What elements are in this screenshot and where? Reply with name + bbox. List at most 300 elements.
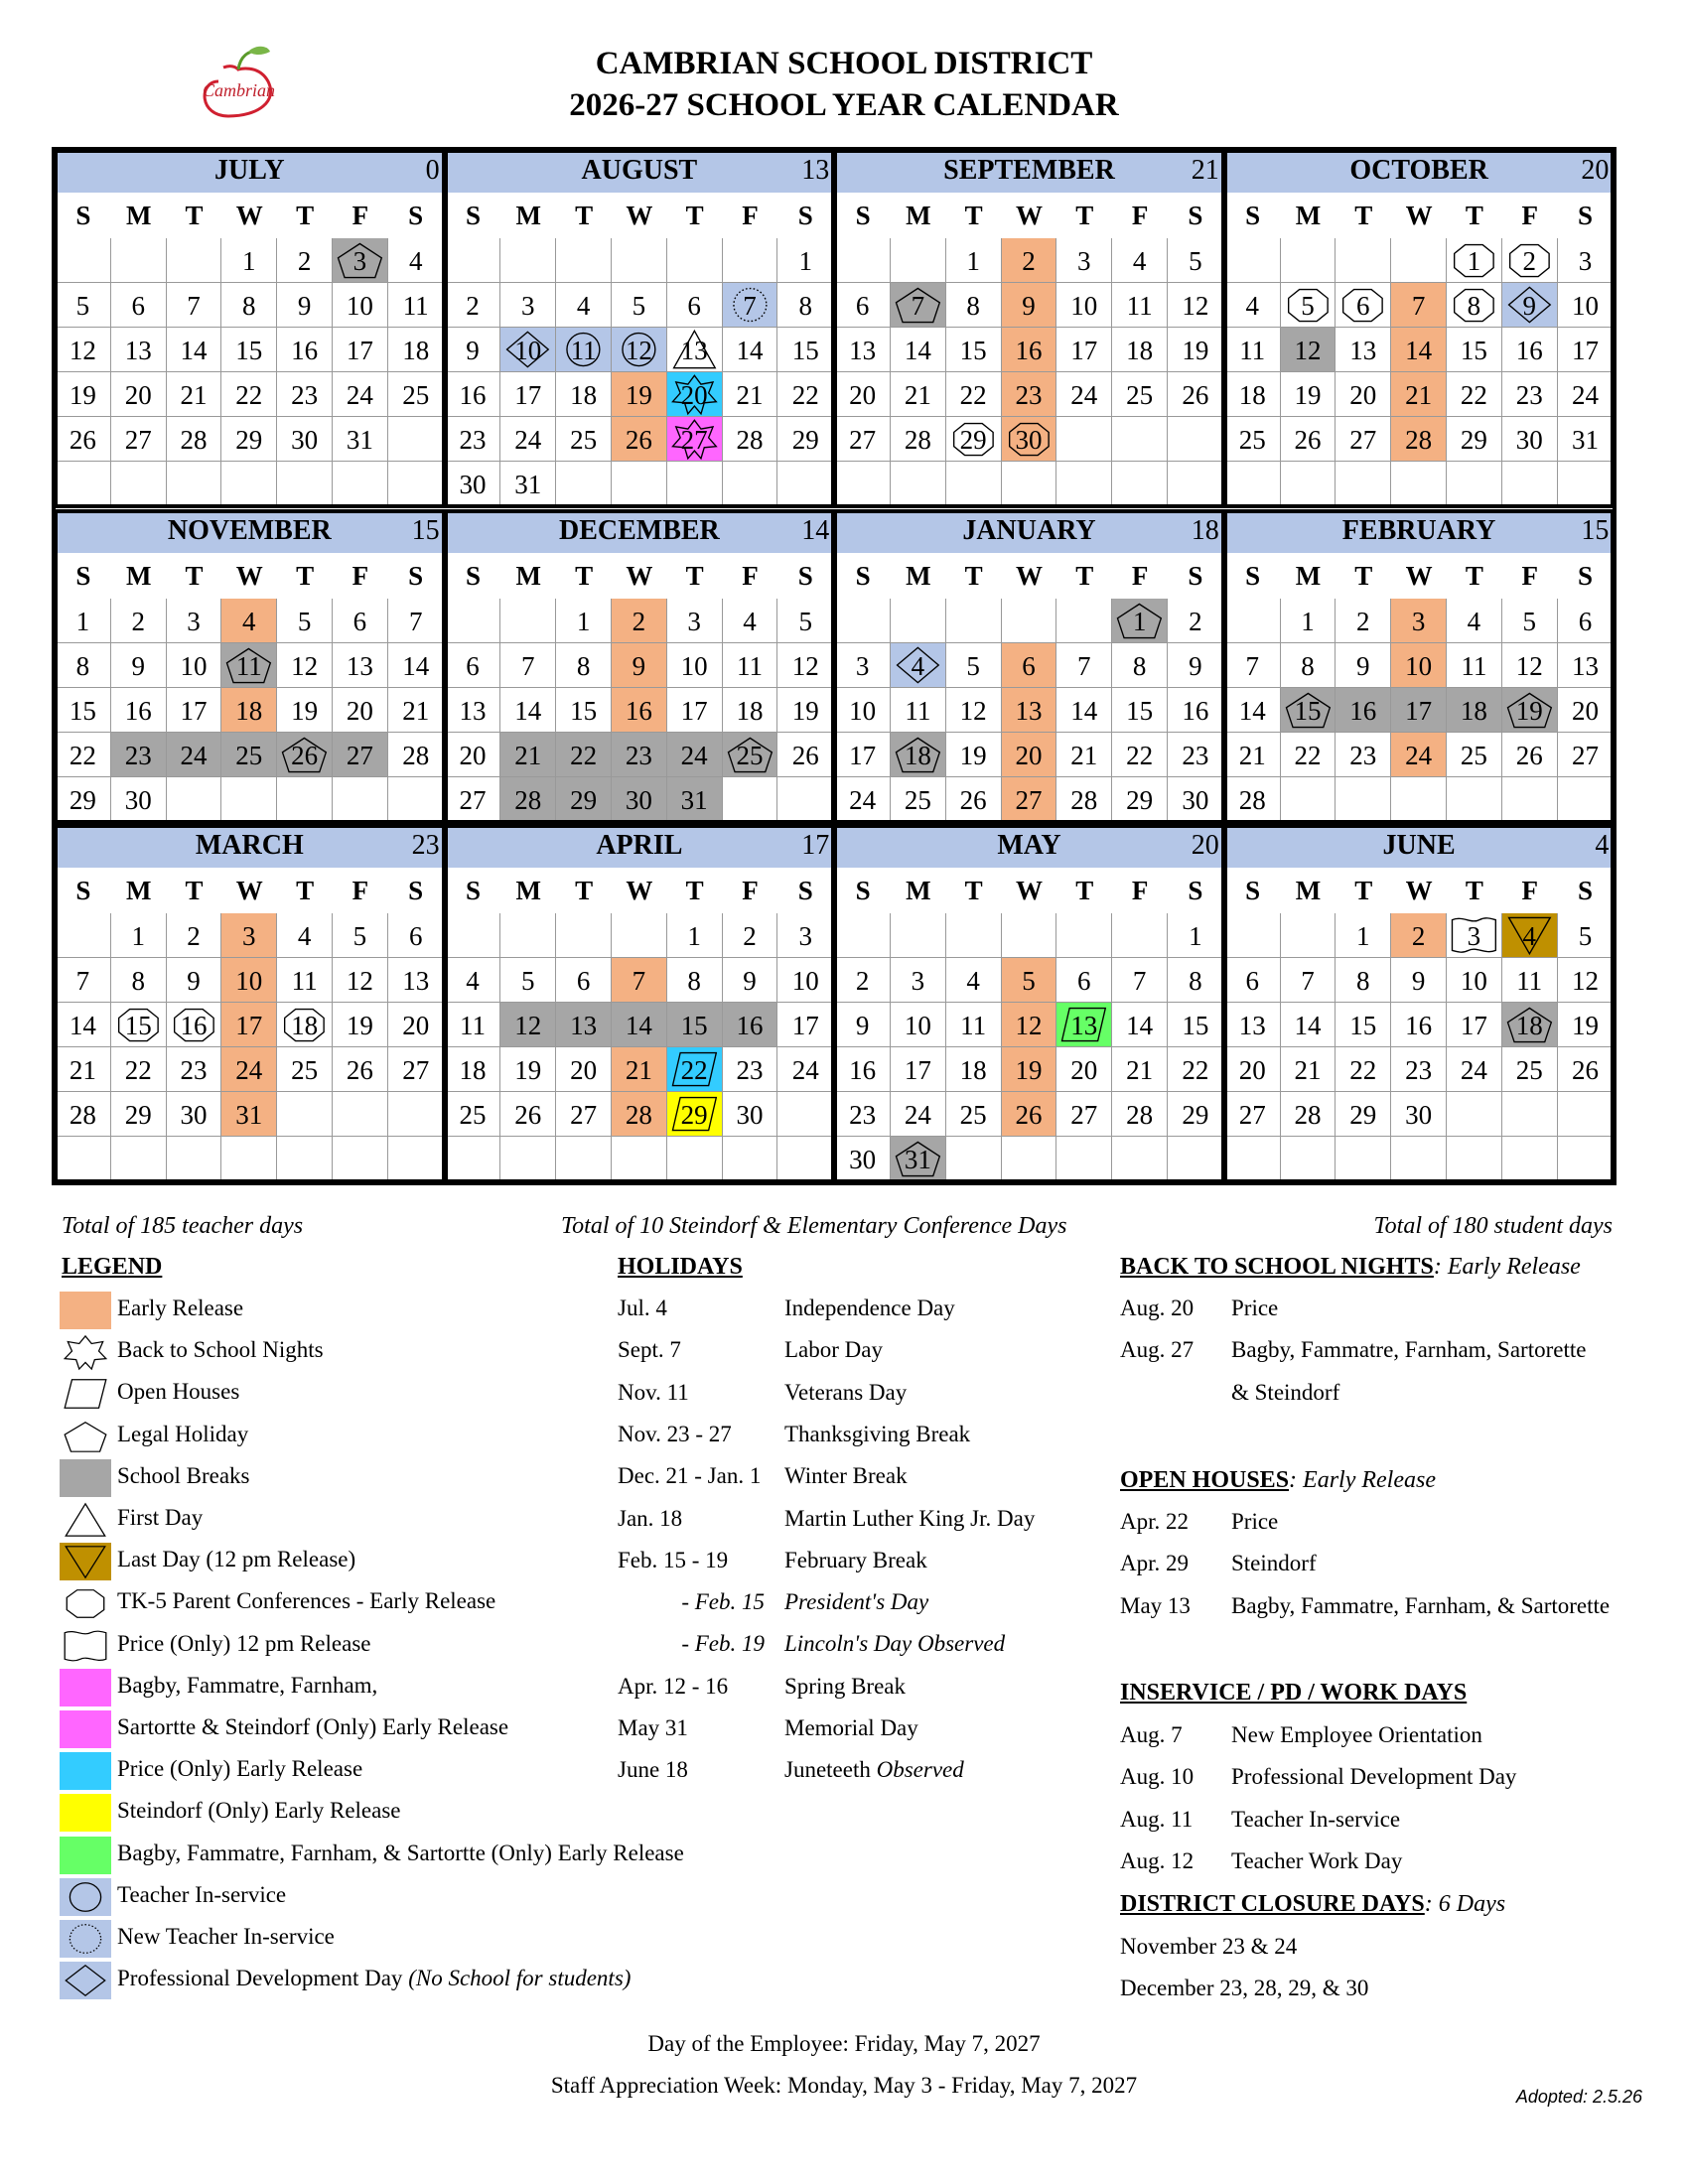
day-cell: [1281, 958, 1336, 1003]
day-number: 28: [180, 425, 208, 455]
holiday-date: - Feb. 19: [681, 1631, 765, 1657]
day-number: 15: [791, 336, 819, 365]
day-number: 16: [459, 380, 487, 410]
day-cell: [221, 238, 277, 283]
day-number: 20: [1571, 696, 1599, 726]
calendar-title: 2026-27 SCHOOL YEAR CALENDAR: [569, 87, 1119, 123]
day-cell: [1336, 1047, 1391, 1092]
day-number: 9: [187, 966, 201, 996]
day-number: 18: [291, 1011, 319, 1040]
day-cell: [777, 1137, 833, 1181]
day-number: 24: [180, 741, 208, 770]
day-number: 14: [1294, 1011, 1322, 1040]
day-cell: [1447, 328, 1502, 372]
day-number: 14: [904, 336, 931, 365]
day-cell: [891, 283, 946, 328]
adopted-date: Adopted: 2.5.26: [1515, 2087, 1642, 2107]
day-number: 23: [1182, 741, 1209, 770]
day-number: 19: [1015, 1055, 1043, 1085]
day-number: 7: [743, 291, 757, 321]
day-cell: [612, 913, 667, 958]
day-cell: [1168, 328, 1223, 372]
day-number: 28: [625, 1100, 652, 1130]
day-cell: [221, 1092, 277, 1137]
day-cell: [556, 599, 612, 643]
day-cell: [1056, 417, 1112, 462]
day-cell: [723, 643, 778, 688]
day-number: 16: [124, 696, 152, 726]
day-cell: [1168, 777, 1223, 822]
day-cell: [1558, 462, 1614, 506]
day-cell: [612, 372, 667, 417]
legend-label: Price (Only) 12 pm Release: [117, 1630, 371, 1656]
day-cell: [1002, 417, 1057, 462]
weekday-header: F: [742, 201, 759, 230]
day-number: 10: [1405, 651, 1433, 681]
day-number: 18: [1460, 696, 1487, 726]
day-cell: [388, 777, 444, 822]
day-number: 26: [1015, 1100, 1043, 1130]
event-date: May 13: [1120, 1592, 1191, 1618]
day-cell: [1225, 238, 1281, 283]
month-header: [1225, 511, 1614, 553]
day-number: 19: [1182, 336, 1209, 365]
day-cell: [1225, 283, 1281, 328]
day-cell: [221, 1137, 277, 1181]
day-cell: [723, 1137, 778, 1181]
day-number: 25: [1126, 380, 1154, 410]
day-number: 26: [514, 1100, 542, 1130]
day-cell: [388, 913, 444, 958]
day-cell: [612, 1047, 667, 1092]
day-number: 15: [1126, 696, 1154, 726]
day-number: 14: [1238, 696, 1266, 726]
day-cell: [388, 599, 444, 643]
day-number: 1: [1467, 246, 1481, 276]
day-cell: [388, 958, 444, 1003]
day-number: 31: [514, 470, 542, 499]
day-cell: [1112, 777, 1168, 822]
month-header: [56, 826, 444, 868]
day-cell: [1502, 643, 1558, 688]
day-cell: [277, 238, 333, 283]
day-number: 20: [1015, 741, 1043, 770]
day-cell: [388, 417, 444, 462]
day-number: 19: [291, 696, 319, 726]
day-number: 5: [1189, 246, 1202, 276]
event-name: Price: [1231, 1296, 1279, 1320]
day-cell: [1336, 599, 1391, 643]
day-cell: [446, 417, 501, 462]
day-cell: [167, 1003, 222, 1047]
weekday-header: W: [626, 201, 653, 230]
day-cell: [777, 462, 833, 506]
weekday-header: T: [685, 201, 704, 230]
day-number: 13: [459, 696, 487, 726]
day-number: 12: [1571, 966, 1599, 996]
weekday-header: T: [685, 876, 704, 905]
day-number: 7: [1301, 966, 1315, 996]
legend-swatch: [60, 1627, 111, 1665]
month-october: [1225, 151, 1614, 506]
day-number: 29: [124, 1100, 152, 1130]
star-icon: [60, 1333, 111, 1371]
month-december: [446, 511, 834, 822]
day-number: 20: [1238, 1055, 1266, 1085]
day-cell: [1056, 599, 1112, 643]
day-number: 7: [1245, 651, 1259, 681]
day-number: 18: [1238, 380, 1266, 410]
day-number: 7: [187, 291, 201, 321]
legend-label: Sartortte & Steindorf (Only) Early Release: [117, 1714, 509, 1739]
event-date: Aug. 27: [1120, 1337, 1195, 1363]
day-number: 8: [131, 966, 145, 996]
day-number: 30: [180, 1100, 208, 1130]
day-number: 16: [1405, 1011, 1433, 1040]
day-cell: [556, 1047, 612, 1092]
day-number: 16: [1015, 336, 1043, 365]
day-cell: [56, 688, 111, 733]
weekday-header: S: [1188, 201, 1203, 230]
day-number: 3: [1077, 246, 1091, 276]
day-number: 23: [625, 741, 652, 770]
day-number: 15: [1460, 336, 1487, 365]
day-cell: [667, 238, 723, 283]
pentagon-icon: [60, 1418, 111, 1455]
day-number: 21: [69, 1055, 96, 1085]
day-number: 23: [849, 1100, 877, 1130]
day-number: 3: [242, 921, 256, 951]
day-number: 26: [69, 425, 96, 455]
appreciation-week: Staff Appreciation Week: Monday, May 3 - Friday, May 7, 2027: [550, 2073, 1138, 2098]
event-date: Aug. 12: [1120, 1847, 1195, 1873]
day-cell: [777, 958, 833, 1003]
day-cell: [667, 733, 723, 777]
day-number: 26: [1571, 1055, 1599, 1085]
legend-label: Steindorf (Only) Early Release: [117, 1798, 401, 1824]
day-number: 26: [1294, 425, 1322, 455]
day-number: 10: [180, 651, 208, 681]
closure-date: November 23 & 24: [1120, 1934, 1298, 1959]
day-cell: [446, 328, 501, 372]
day-cell: [388, 1092, 444, 1137]
month-name: JANUARY: [962, 515, 1096, 546]
day-cell: [1447, 777, 1502, 822]
day-cell: [1056, 283, 1112, 328]
event-date: Apr. 22: [1120, 1509, 1189, 1534]
day-number: 6: [1356, 291, 1370, 321]
day-number: 22: [1294, 741, 1322, 770]
weekday-header: S: [855, 876, 871, 905]
day-number: 28: [1126, 1100, 1154, 1130]
day-number: 17: [904, 1055, 931, 1085]
day-number: 28: [1405, 425, 1433, 455]
day-cell: [167, 599, 222, 643]
month-name: JUNE: [1382, 830, 1456, 861]
month-day-count: 23: [411, 830, 440, 861]
day-cell: [891, 372, 946, 417]
holiday-date: Dec. 21 - Jan. 1: [618, 1463, 762, 1489]
day-number: 8: [75, 651, 90, 681]
day-cell: [667, 599, 723, 643]
day-number: 29: [791, 425, 819, 455]
day-cell: [891, 1003, 946, 1047]
day-cell: [500, 328, 556, 372]
day-number: 24: [1571, 380, 1599, 410]
day-number: 28: [69, 1100, 96, 1130]
day-number: 8: [1301, 651, 1315, 681]
day-cell: [556, 328, 612, 372]
day-number: 16: [1182, 696, 1209, 726]
day-number: 10: [904, 1011, 931, 1040]
day-number: 18: [904, 741, 931, 770]
day-number: 17: [1571, 336, 1599, 365]
day-cell: [221, 1047, 277, 1092]
day-cell: [777, 777, 833, 822]
day-number: 23: [291, 380, 319, 410]
day-number: 22: [235, 380, 263, 410]
day-cell: [388, 688, 444, 733]
day-number: 20: [459, 741, 487, 770]
day-cell: [1558, 417, 1614, 462]
day-cell: [500, 1047, 556, 1092]
district-title: CAMBRIAN SCHOOL DISTRICT: [595, 46, 1093, 81]
day-cell: [1558, 643, 1614, 688]
day-cell: [946, 1047, 1002, 1092]
day-number: 14: [402, 651, 430, 681]
day-cell: [835, 372, 891, 417]
holiday-date: June 18: [618, 1757, 688, 1783]
day-cell: [1447, 1137, 1502, 1181]
day-cell: [1391, 643, 1447, 688]
weekday-header: T: [1465, 561, 1483, 591]
day-number: 29: [959, 425, 987, 455]
day-number: 11: [570, 336, 597, 365]
holiday-name: Spring Break: [784, 1673, 907, 1699]
day-number: 30: [736, 1100, 764, 1130]
day-number: 1: [798, 246, 813, 276]
day-cell: [500, 417, 556, 462]
day-cell: [167, 913, 222, 958]
event-name: & Steindorf: [1231, 1379, 1340, 1405]
legend-label: New Teacher In-service: [117, 1924, 335, 1949]
weekday-header: F: [742, 876, 759, 905]
day-number: 21: [1126, 1055, 1154, 1085]
weekday-header: T: [575, 876, 594, 905]
month-april: [446, 826, 834, 1181]
day-number: 5: [966, 651, 980, 681]
month-header: [1225, 826, 1614, 868]
day-cell: [612, 688, 667, 733]
day-number: 23: [459, 425, 487, 455]
day-number: 31: [235, 1100, 263, 1130]
day-cell: [1391, 1137, 1447, 1181]
day-cell: [946, 599, 1002, 643]
month-header: [56, 511, 444, 553]
day-cell: [556, 1137, 612, 1181]
day-cell: [1002, 283, 1057, 328]
day-number: 11: [459, 1011, 486, 1040]
day-cell: [388, 1003, 444, 1047]
month-march: [56, 826, 444, 1181]
month-august: [446, 151, 834, 506]
day-cell: [1002, 733, 1057, 777]
day-number: 26: [1515, 741, 1543, 770]
day-cell: [1502, 1047, 1558, 1092]
day-number: 4: [466, 966, 480, 996]
holiday-date: Sept. 7: [618, 1337, 681, 1363]
day-number: 23: [1015, 380, 1043, 410]
day-cell: [446, 1092, 501, 1137]
day-number: 18: [1515, 1011, 1543, 1040]
day-number: 14: [1070, 696, 1098, 726]
day-cell: [1502, 913, 1558, 958]
day-cell: [111, 688, 167, 733]
month-name: FEBRUARY: [1341, 515, 1496, 546]
weekday-header: T: [575, 561, 594, 591]
day-number: 2: [1522, 246, 1536, 276]
day-cell: [667, 777, 723, 822]
day-number: 17: [180, 696, 208, 726]
holiday-name: Labor Day: [784, 1337, 883, 1363]
day-cell: [946, 1137, 1002, 1181]
day-number: 27: [680, 425, 708, 455]
day-cell: [221, 417, 277, 462]
day-cell: [1112, 599, 1168, 643]
day-number: 16: [736, 1011, 764, 1040]
day-cell: [946, 328, 1002, 372]
day-number: 6: [576, 966, 591, 996]
day-number: 15: [680, 1011, 708, 1040]
month-name: APRIL: [596, 830, 683, 861]
day-cell: [1391, 688, 1447, 733]
day-cell: [1112, 688, 1168, 733]
day-cell: [946, 372, 1002, 417]
day-cell: [612, 777, 667, 822]
weekday-header: F: [352, 561, 369, 591]
day-cell: [56, 913, 111, 958]
day-number: 22: [680, 1055, 708, 1085]
day-cell: [333, 958, 388, 1003]
day-cell: [56, 462, 111, 506]
day-cell: [333, 328, 388, 372]
weekday-header: S: [855, 561, 871, 591]
day-number: 25: [959, 1100, 987, 1130]
day-cell: [277, 328, 333, 372]
day-cell: [277, 733, 333, 777]
day-number: 27: [849, 425, 877, 455]
month-day-count: 17: [801, 830, 830, 861]
day-cell: [111, 643, 167, 688]
day-cell: [556, 688, 612, 733]
day-number: 29: [1349, 1100, 1377, 1130]
day-cell: [667, 283, 723, 328]
day-number: 7: [911, 291, 925, 321]
day-number: 14: [180, 336, 208, 365]
day-cell: [500, 372, 556, 417]
day-number: 22: [570, 741, 598, 770]
day-cell: [946, 688, 1002, 733]
day-cell: [446, 1137, 501, 1181]
day-cell: [612, 643, 667, 688]
day-cell: [1002, 328, 1057, 372]
day-number: 6: [466, 651, 480, 681]
day-number: 9: [131, 651, 145, 681]
day-cell: [56, 1047, 111, 1092]
event-name: Steindorf: [1231, 1551, 1317, 1576]
day-cell: [1056, 688, 1112, 733]
legend-swatch: [60, 1962, 111, 1999]
day-cell: [1336, 372, 1391, 417]
day-cell: [777, 1092, 833, 1137]
day-cell: [1558, 733, 1614, 777]
day-number: 9: [1522, 291, 1536, 321]
day-cell: [667, 688, 723, 733]
weekday-header: S: [465, 201, 481, 230]
month-name: SEPTEMBER: [943, 155, 1115, 186]
day-cell: [56, 599, 111, 643]
day-number: 19: [514, 1055, 542, 1085]
holiday-date: Jul. 4: [618, 1296, 667, 1320]
month-header: [835, 826, 1223, 868]
weekday-header: S: [408, 876, 424, 905]
month-header: [835, 511, 1223, 553]
legend-label: Bagby, Fammatre, Farnham, & Sartortte (Only) Early Release: [117, 1840, 684, 1865]
day-number: 27: [124, 425, 152, 455]
day-cell: [1168, 372, 1223, 417]
day-cell: [612, 417, 667, 462]
weekday-header: T: [185, 876, 204, 905]
octagon-icon: [60, 1584, 111, 1622]
day-cell: [1225, 958, 1281, 1003]
day-number: 10: [1070, 291, 1098, 321]
day-cell: [111, 1092, 167, 1137]
day-number: 22: [124, 1055, 152, 1085]
day-cell: [111, 599, 167, 643]
day-cell: [777, 733, 833, 777]
day-cell: [56, 417, 111, 462]
day-number: 27: [1015, 785, 1043, 815]
day-number: 18: [736, 696, 764, 726]
day-cell: [891, 1092, 946, 1137]
day-number: 1: [576, 607, 591, 636]
day-cell: [167, 283, 222, 328]
day-number: 8: [798, 291, 813, 321]
day-number: 8: [687, 966, 701, 996]
legend-swatch: [60, 1292, 111, 1329]
day-cell: [446, 1003, 501, 1047]
holiday-date: Nov. 23 - 27: [618, 1421, 732, 1446]
day-number: 31: [904, 1145, 931, 1174]
weekday-header: F: [352, 201, 369, 230]
weekday-header: T: [575, 201, 594, 230]
day-number: 7: [75, 966, 90, 996]
weekday-header: T: [296, 201, 315, 230]
day-number: 29: [680, 1100, 708, 1130]
day-number: 25: [235, 741, 263, 770]
day-cell: [1225, 372, 1281, 417]
day-number: 2: [1189, 607, 1202, 636]
day-cell: [1336, 643, 1391, 688]
day-number: 5: [75, 291, 90, 321]
day-cell: [1225, 643, 1281, 688]
day-number: 23: [180, 1055, 208, 1085]
weekday-header: T: [185, 201, 204, 230]
day-cell: [333, 1137, 388, 1181]
day-number: 2: [1411, 921, 1426, 951]
day-number: 8: [1132, 651, 1147, 681]
day-cell: [1336, 283, 1391, 328]
